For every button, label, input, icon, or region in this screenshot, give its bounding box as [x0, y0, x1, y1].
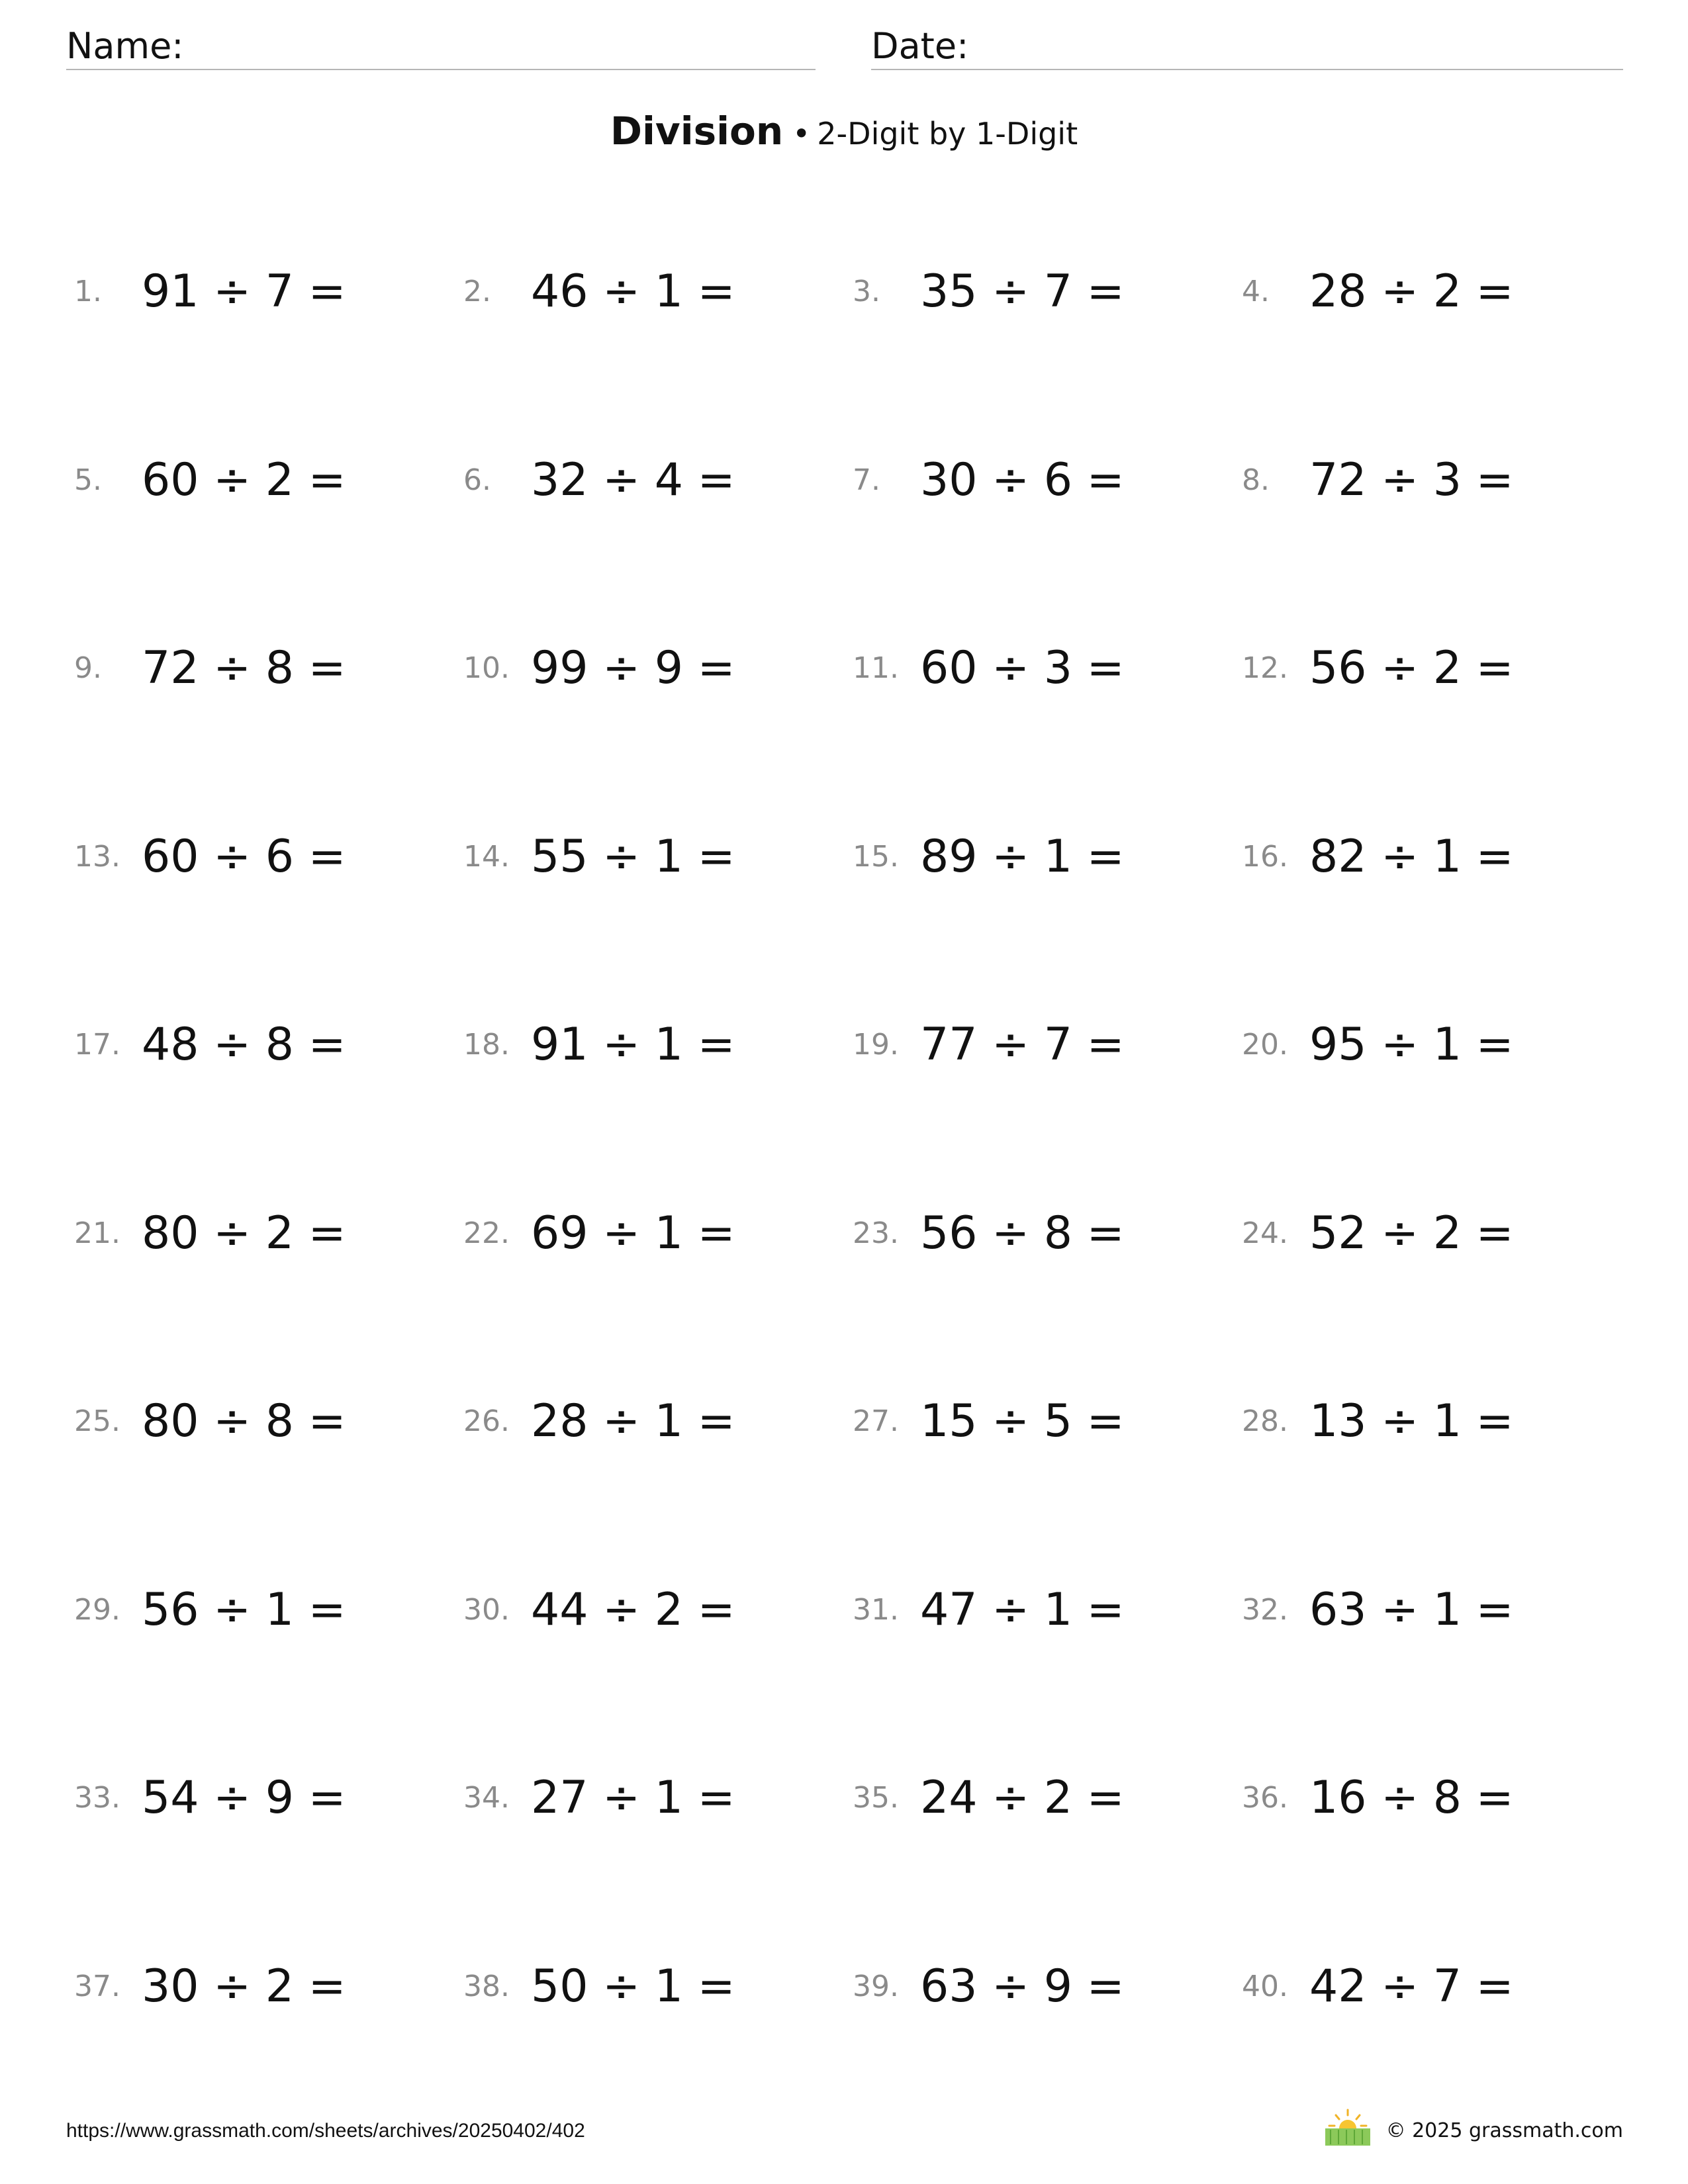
problem-number: 9.: [74, 651, 102, 685]
problem-expression: 91 ÷ 7 =: [142, 265, 346, 318]
problem-expression: 80 ÷ 2 =: [142, 1207, 346, 1259]
problem-expression: 46 ÷ 1 =: [531, 265, 735, 318]
problem-item: [74, 1392, 445, 1451]
problem-expression: 55 ÷ 1 =: [531, 831, 735, 883]
problem-item: [463, 451, 834, 510]
problem-expression: 63 ÷ 9 =: [920, 1960, 1125, 2013]
problem-item: [463, 1580, 834, 1640]
problem-number: 4.: [1242, 275, 1270, 308]
problem-number: 31.: [853, 1593, 899, 1627]
problem-item: [853, 1204, 1223, 1263]
problem-expression: 80 ÷ 8 =: [142, 1395, 346, 1447]
problem-number: 40.: [1242, 1970, 1288, 2003]
problem-number: 1.: [74, 275, 102, 308]
problem-number: 18.: [463, 1028, 510, 1062]
problem-number: 26.: [463, 1404, 510, 1438]
problem-item: [853, 1015, 1223, 1075]
problem-item: [1242, 1015, 1613, 1075]
problem-item: [1242, 1204, 1613, 1263]
problem-expression: 72 ÷ 8 =: [142, 642, 346, 694]
problem-number: 21.: [74, 1216, 120, 1250]
problem-number: 15.: [853, 840, 899, 874]
problem-number: 8.: [1242, 463, 1270, 497]
problem-item: [74, 451, 445, 510]
problem-expression: 35 ÷ 7 =: [920, 265, 1125, 318]
problem-item: [1242, 1957, 1613, 2017]
problem-item: [1242, 639, 1613, 698]
problem-number: 12.: [1242, 651, 1288, 685]
problem-item: [853, 1392, 1223, 1451]
problem-item: [1242, 1768, 1613, 1828]
problem-number: 36.: [1242, 1781, 1288, 1815]
problem-number: 39.: [853, 1970, 899, 2003]
problem-item: [463, 1768, 834, 1828]
worksheet-title: [0, 105, 1688, 167]
footer-copyright: © 2025 grassmath.com: [1385, 2119, 1623, 2142]
problem-number: 32.: [1242, 1593, 1288, 1627]
problem-item: [74, 1015, 445, 1075]
problem-number: 30.: [463, 1593, 510, 1627]
problem-expression: 95 ÷ 1 =: [1309, 1019, 1514, 1071]
problem-number: 3.: [853, 275, 880, 308]
problem-item: [1242, 451, 1613, 510]
problem-expression: 15 ÷ 5 =: [920, 1395, 1125, 1447]
problem-expression: 60 ÷ 2 =: [142, 454, 346, 506]
problem-number: 17.: [74, 1028, 120, 1062]
problem-item: [1242, 827, 1613, 887]
problem-expression: 24 ÷ 2 =: [920, 1772, 1125, 1824]
problem-number: 37.: [74, 1970, 120, 2003]
problem-number: 14.: [463, 840, 510, 874]
problem-expression: 99 ÷ 9 =: [531, 642, 735, 694]
name-field[interactable]: [66, 24, 816, 70]
problem-number: 7.: [853, 463, 880, 497]
problem-item: [1242, 1392, 1613, 1451]
problem-expression: 52 ÷ 2 =: [1309, 1207, 1514, 1259]
problem-number: 28.: [1242, 1404, 1288, 1438]
problem-number: 2.: [463, 275, 491, 308]
problem-expression: 69 ÷ 1 =: [531, 1207, 735, 1259]
problem-item: [853, 639, 1223, 698]
problem-number: 34.: [463, 1781, 510, 1815]
problem-expression: 89 ÷ 1 =: [920, 831, 1125, 883]
problem-item: [853, 1580, 1223, 1640]
problem-item: [463, 1392, 834, 1451]
problem-expression: 60 ÷ 6 =: [142, 831, 346, 883]
problem-expression: 56 ÷ 2 =: [1309, 642, 1514, 694]
problem-expression: 56 ÷ 8 =: [920, 1207, 1125, 1259]
problem-number: 13.: [74, 840, 120, 874]
problem-item: [74, 1580, 445, 1640]
title-main: Division: [610, 109, 784, 154]
problem-expression: 32 ÷ 4 =: [531, 454, 735, 506]
problem-number: 38.: [463, 1970, 510, 2003]
problem-item: [74, 1768, 445, 1828]
problem-expression: 28 ÷ 2 =: [1309, 265, 1514, 318]
problem-expression: 82 ÷ 1 =: [1309, 831, 1514, 883]
date-field[interactable]: [871, 24, 1623, 70]
problem-number: 25.: [74, 1404, 120, 1438]
problem-expression: 50 ÷ 1 =: [531, 1960, 735, 2013]
problem-expression: 27 ÷ 1 =: [531, 1772, 735, 1824]
footer-url: https://www.grassmath.com/sheets/archives/20250402/402: [66, 2120, 585, 2142]
problem-item: [74, 262, 445, 322]
problem-expression: 54 ÷ 9 =: [142, 1772, 346, 1824]
problem-expression: 28 ÷ 1 =: [531, 1395, 735, 1447]
problem-number: 22.: [463, 1216, 510, 1250]
problem-item: [463, 1015, 834, 1075]
problem-item: [853, 1768, 1223, 1828]
problem-number: 27.: [853, 1404, 899, 1438]
problem-item: [463, 1957, 834, 2017]
problem-item: [853, 262, 1223, 322]
problem-item: [74, 1957, 445, 2017]
problem-expression: 13 ÷ 1 =: [1309, 1395, 1514, 1447]
problem-item: [463, 1204, 834, 1263]
problem-expression: 72 ÷ 3 =: [1309, 454, 1514, 506]
problem-expression: 63 ÷ 1 =: [1309, 1584, 1514, 1636]
problem-number: 23.: [853, 1216, 899, 1250]
problem-expression: 16 ÷ 8 =: [1309, 1772, 1514, 1824]
problem-number: 16.: [1242, 840, 1288, 874]
problem-number: 33.: [74, 1781, 120, 1815]
problem-expression: 42 ÷ 7 =: [1309, 1960, 1514, 2013]
problem-number: 35.: [853, 1781, 899, 1815]
problem-number: 29.: [74, 1593, 120, 1627]
problem-expression: 44 ÷ 2 =: [531, 1584, 735, 1636]
name-label: Name:: [66, 25, 184, 67]
problem-item: [463, 639, 834, 698]
problem-item: [463, 262, 834, 322]
problem-number: 6.: [463, 463, 491, 497]
problem-item: [463, 827, 834, 887]
problem-number: 19.: [853, 1028, 899, 1062]
problem-item: [74, 1204, 445, 1263]
title-subtitle: 2-Digit by 1-Digit: [817, 116, 1078, 152]
problem-expression: 56 ÷ 1 =: [142, 1584, 346, 1636]
problem-expression: 47 ÷ 1 =: [920, 1584, 1125, 1636]
problem-number: 20.: [1242, 1028, 1288, 1062]
problem-number: 11.: [853, 651, 899, 685]
problem-expression: 60 ÷ 3 =: [920, 642, 1125, 694]
problem-item: [853, 1957, 1223, 2017]
problem-item: [74, 639, 445, 698]
title-separator: •: [792, 116, 811, 152]
problem-item: [74, 827, 445, 887]
problem-number: 24.: [1242, 1216, 1288, 1250]
problem-number: 5.: [74, 463, 102, 497]
date-label: Date:: [871, 25, 969, 67]
problem-expression: 77 ÷ 7 =: [920, 1019, 1125, 1071]
problem-item: [1242, 1580, 1613, 1640]
problem-item: [1242, 262, 1613, 322]
problem-expression: 30 ÷ 2 =: [142, 1960, 346, 2013]
problem-expression: 91 ÷ 1 =: [531, 1019, 735, 1071]
problem-item: [853, 451, 1223, 510]
problem-item: [853, 827, 1223, 887]
grassmath-logo-icon: [1321, 2107, 1374, 2148]
problem-number: 10.: [463, 651, 510, 685]
problem-expression: 30 ÷ 6 =: [920, 454, 1125, 506]
problem-expression: 48 ÷ 8 =: [142, 1019, 346, 1071]
